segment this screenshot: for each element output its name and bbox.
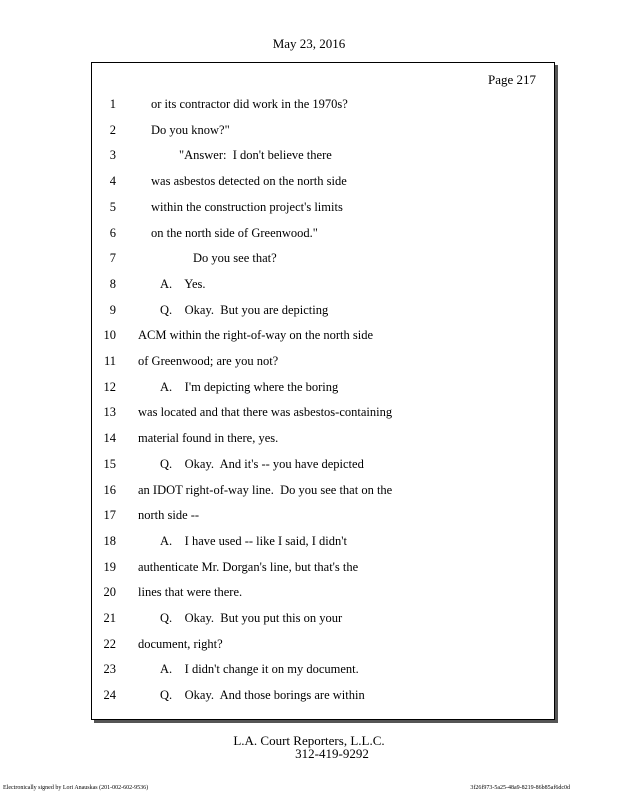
line-text: A. Yes. xyxy=(160,276,206,291)
line-text: an IDOT right-of-way line. Do you see that on the xyxy=(138,482,393,497)
line-number: 23 xyxy=(103,662,116,677)
line-number: 12 xyxy=(103,379,116,394)
header-date: May 23, 2016 xyxy=(272,36,346,51)
page-number: Page 217 xyxy=(487,72,536,87)
line-number: 17 xyxy=(103,508,116,523)
footer-company: L.A. Court Reporters, L.L.C. xyxy=(233,733,385,748)
line-text: or its contractor did work in the 1970s? xyxy=(151,97,348,111)
line-number: 9 xyxy=(109,302,116,317)
line-number: 15 xyxy=(103,456,116,471)
line-text: of Greenwood; are you not? xyxy=(138,354,279,368)
line-number: 2 xyxy=(109,122,116,137)
line-text: material found in there, yes. xyxy=(138,431,279,446)
line-number: 14 xyxy=(103,431,116,446)
line-number: 8 xyxy=(109,276,116,291)
line-text: on the north side of Greenwood." xyxy=(151,225,318,240)
line-text: Q. Okay. But you are depicting xyxy=(160,302,329,317)
transcript-page xyxy=(91,62,555,720)
line-text: north side -- xyxy=(138,508,200,523)
line-number: 7 xyxy=(109,251,116,266)
line-number: 21 xyxy=(103,611,116,625)
line-text: Do you know?" xyxy=(151,122,230,137)
signature-left: Electronically signed by Lori Anauskas (201-002-602-9536) xyxy=(3,785,149,791)
line-text: Q. Okay. And those borings are within xyxy=(160,688,365,703)
line-text: Do you see that? xyxy=(193,251,277,266)
line-text: document, right? xyxy=(138,636,223,651)
line-number: 3 xyxy=(109,148,116,163)
line-number: 11 xyxy=(103,354,116,368)
line-text: Q. Okay. And it's -- you have depicted xyxy=(160,456,364,471)
line-text: ACM within the right-of-way on the north side xyxy=(138,328,374,343)
line-text: within the construction project's limits xyxy=(151,199,343,214)
line-number: 24 xyxy=(103,688,116,703)
line-number: 20 xyxy=(103,585,116,600)
line-number: 22 xyxy=(103,636,116,651)
line-number: 5 xyxy=(109,199,116,214)
line-text: lines that were there. xyxy=(138,585,243,600)
line-text: was asbestos detected on the north side xyxy=(151,174,347,189)
line-number: 18 xyxy=(103,533,116,548)
line-number: 1 xyxy=(109,97,116,111)
signature-right: 3f26f973-5a25-48a9-8219-86b85af6dc0d xyxy=(470,785,570,791)
line-text: A. I didn't change it on my document. xyxy=(160,662,359,677)
line-text: authenticate Mr. Dorgan's line, but that's the xyxy=(138,559,359,574)
footer-phone: 312-419-9292 xyxy=(295,746,369,761)
line-number: 13 xyxy=(103,405,116,420)
line-text: A. I have used -- like I said, I didn't xyxy=(160,533,347,548)
line-number: 6 xyxy=(109,225,116,240)
line-text: "Answer: I don't believe there xyxy=(179,148,332,163)
line-number: 19 xyxy=(103,559,116,574)
line-number: 16 xyxy=(103,482,116,497)
line-text: Q. Okay. But you put this on your xyxy=(160,611,343,625)
line-number: 4 xyxy=(109,174,116,189)
line-text: A. I'm depicting where the boring xyxy=(160,379,339,394)
line-number: 10 xyxy=(103,328,116,343)
line-text: was located and that there was asbestos-containing xyxy=(138,405,393,420)
